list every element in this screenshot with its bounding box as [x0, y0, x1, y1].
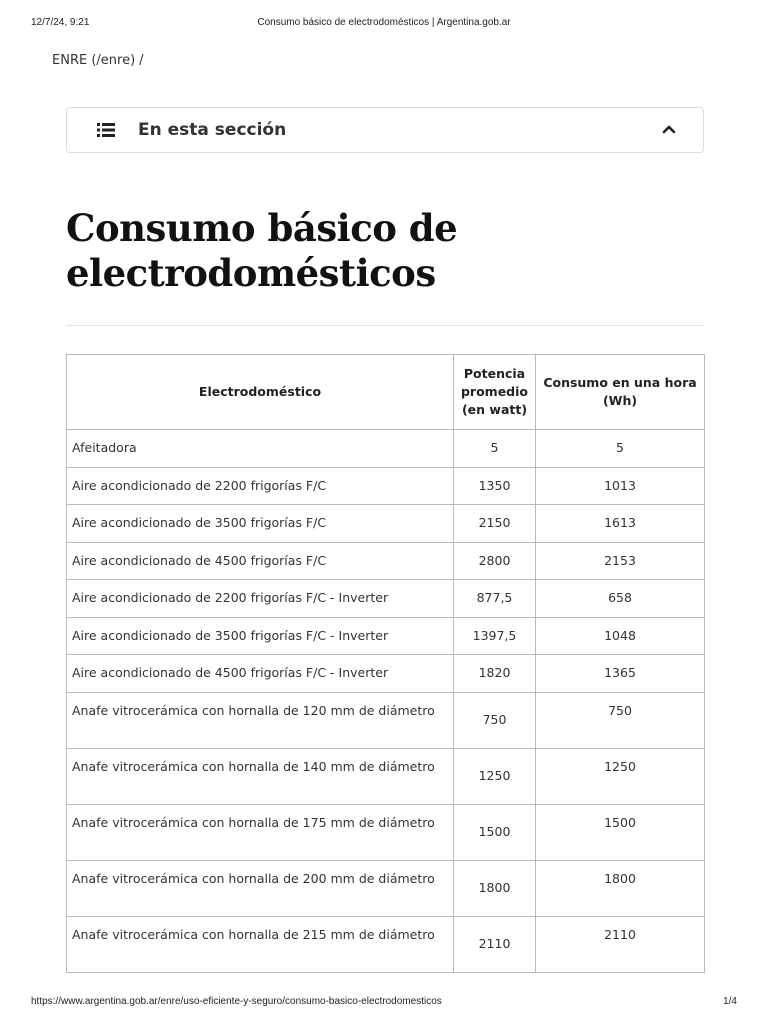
- cell-appliance: Anafe vitrocerámica con hornalla de 200 mm de diámetro: [67, 860, 454, 916]
- cell-appliance: Aire acondicionado de 4500 frigorías F/C - Inverter: [67, 655, 454, 693]
- table-row: [67, 655, 705, 693]
- cell-consumption: 750: [536, 692, 705, 748]
- cell-appliance: Aire acondicionado de 3500 frigorías F/C: [67, 505, 454, 543]
- cell-consumption: 5: [536, 430, 705, 468]
- cell-power: 5: [454, 430, 536, 468]
- table-row: [67, 804, 705, 860]
- cell-appliance: Anafe vitrocerámica con hornalla de 175 mm de diámetro: [67, 804, 454, 860]
- breadcrumb-item-enre[interactable]: ENRE (/enre): [52, 53, 136, 68]
- chevron-up-icon[interactable]: [662, 124, 676, 134]
- print-footer: [0, 996, 768, 1010]
- cell-appliance: Anafe vitrocerámica con hornalla de 215 mm de diámetro: [67, 916, 454, 972]
- cell-appliance: Aire acondicionado de 3500 frigorías F/C - Inverter: [67, 617, 454, 655]
- cell-consumption: 1800: [536, 860, 705, 916]
- table-row: [67, 617, 705, 655]
- cell-power: 1820: [454, 655, 536, 693]
- cell-power: 2800: [454, 542, 536, 580]
- cell-consumption: 1250: [536, 748, 705, 804]
- table-row: [67, 430, 705, 468]
- table-row: [67, 748, 705, 804]
- list-icon: [96, 121, 116, 139]
- cell-appliance: Anafe vitrocerámica con hornalla de 120 mm de diámetro: [67, 692, 454, 748]
- title-divider: [66, 325, 704, 326]
- cell-consumption: 1013: [536, 467, 705, 505]
- cell-consumption: 658: [536, 580, 705, 618]
- cell-appliance: Afeitadora: [67, 430, 454, 468]
- cell-power: 877,5: [454, 580, 536, 618]
- breadcrumb-separator: /: [139, 53, 144, 68]
- table-row: [67, 580, 705, 618]
- cell-power: 750: [454, 692, 536, 748]
- section-nav-toggle[interactable]: [66, 107, 704, 153]
- table-header-row: [67, 355, 705, 430]
- cell-consumption: 2153: [536, 542, 705, 580]
- cell-consumption: 1613: [536, 505, 705, 543]
- table-row: [67, 692, 705, 748]
- table-row: [67, 916, 705, 972]
- print-page-title: Consumo básico de electrodomésticos | Argentina.gob.ar: [257, 17, 511, 28]
- consumption-table: [66, 354, 705, 973]
- cell-appliance: Aire acondicionado de 4500 frigorías F/C: [67, 542, 454, 580]
- section-nav-label: En esta sección: [138, 120, 287, 140]
- table-row: [67, 467, 705, 505]
- header-consumption: Consumo en una hora (Wh): [536, 355, 705, 430]
- breadcrumb: [52, 53, 144, 68]
- cell-power: 1800: [454, 860, 536, 916]
- table-row: [67, 505, 705, 543]
- cell-consumption: 1500: [536, 804, 705, 860]
- cell-appliance: Anafe vitrocerámica con hornalla de 140 mm de diámetro: [67, 748, 454, 804]
- cell-power: 2150: [454, 505, 536, 543]
- cell-power: 1350: [454, 467, 536, 505]
- cell-power: 1500: [454, 804, 536, 860]
- cell-consumption: 2110: [536, 916, 705, 972]
- header-power: Potencia promedio (en watt): [454, 355, 536, 430]
- cell-power: 1397,5: [454, 617, 536, 655]
- header-appliance: Electrodoméstico: [67, 355, 454, 430]
- cell-consumption: 1365: [536, 655, 705, 693]
- print-page-number: 1/4: [723, 996, 737, 1007]
- table-row: [67, 860, 705, 916]
- cell-appliance: Aire acondicionado de 2200 frigorías F/C - Inverter: [67, 580, 454, 618]
- cell-consumption: 1048: [536, 617, 705, 655]
- table-row: [67, 542, 705, 580]
- cell-power: 1250: [454, 748, 536, 804]
- print-datetime: 12/7/24, 9:21: [31, 17, 90, 28]
- page-title: Consumo básico de electrodomésticos: [66, 206, 458, 295]
- print-header: [0, 17, 768, 31]
- cell-power: 2110: [454, 916, 536, 972]
- print-url: https://www.argentina.gob.ar/enre/uso-eficiente-y-seguro/consumo-basico-electrodomesticos: [31, 996, 442, 1007]
- cell-appliance: Aire acondicionado de 2200 frigorías F/C: [67, 467, 454, 505]
